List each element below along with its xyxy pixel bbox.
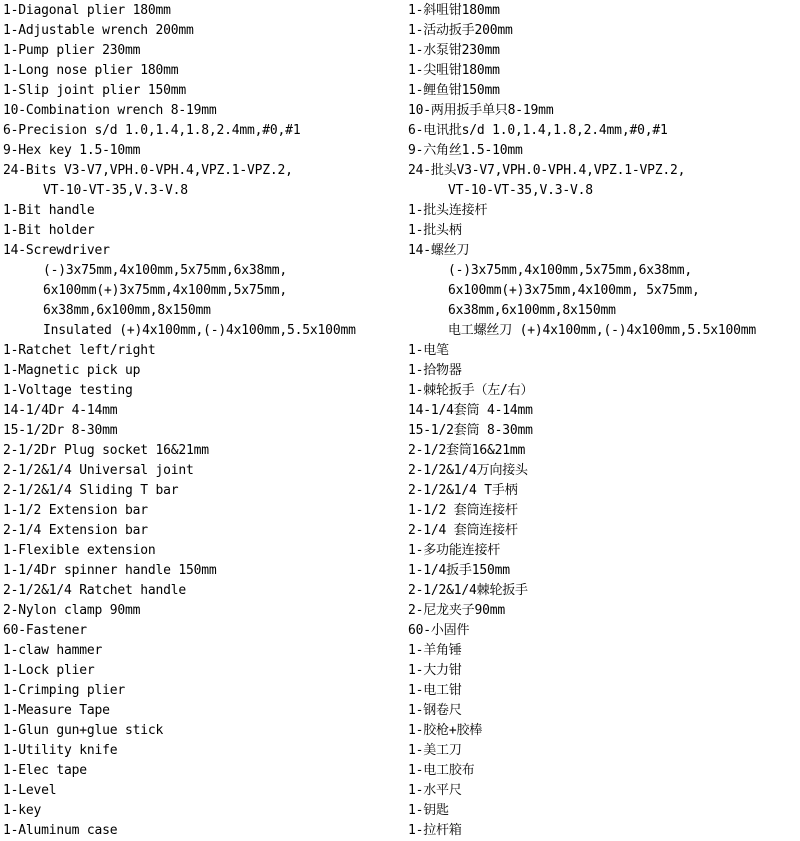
english-list-item: 24-Bits V3-V7,VPH.0-VPH.4,VPZ.1-VPZ.2,	[3, 163, 293, 178]
english-list-item: 10-Combination wrench 8-19mm	[3, 103, 217, 118]
chinese-list-item: 1-鲤鱼钳150mm	[408, 83, 500, 98]
english-list-item: 6x38mm,6x100mm,8x150mm	[43, 303, 211, 318]
english-list-item: 14-Screwdriver	[3, 243, 110, 258]
english-list-item: (-)3x75mm,4x100mm,5x75mm,6x38mm,	[43, 263, 288, 278]
chinese-list-item: 1-批头连接杆	[408, 203, 488, 218]
english-list-item: 1-Diagonal plier 180mm	[3, 3, 171, 18]
chinese-list-item: 1-电工胶布	[408, 763, 475, 778]
chinese-list-item: 6x38mm,6x100mm,8x150mm	[448, 303, 616, 318]
chinese-list-item: 60-小固件	[408, 623, 470, 638]
chinese-list-item: 2-1/2&1/4万向接头	[408, 463, 528, 478]
english-list-item: 2-1/4 Extension bar	[3, 523, 148, 538]
english-list-item: 1-Bit handle	[3, 203, 95, 218]
english-list-item: 60-Fastener	[3, 623, 87, 638]
chinese-list-item: 1-拉杆箱	[408, 823, 462, 838]
english-list-item: 1-key	[3, 803, 42, 818]
chinese-list-item: 1-棘轮扳手（左/右）	[408, 383, 534, 398]
english-list-item: 2-Nylon clamp 90mm	[3, 603, 141, 618]
english-list-item: 1-Utility knife	[3, 743, 118, 758]
chinese-list-item: 2-1/2套筒16&21mm	[408, 443, 526, 458]
chinese-list-item: 14-螺丝刀	[408, 243, 470, 258]
english-list-item: 1-1/2 Extension bar	[3, 503, 148, 518]
english-list-item: 1-claw hammer	[3, 643, 103, 658]
english-item-list	[3, 1, 398, 841]
english-list-item: 1-Slip joint plier 150mm	[3, 83, 187, 98]
chinese-list-item: 1-电工钳	[408, 683, 462, 698]
english-list-item: 1-Long nose plier 180mm	[3, 63, 179, 78]
chinese-list-item: 6x100mm(+)3x75mm,4x100mm, 5x75mm,	[448, 283, 700, 298]
chinese-list-item: 1-尖咀钳180mm	[408, 63, 500, 78]
chinese-list-item: 1-大力钳	[408, 663, 462, 678]
english-list-item: VT-10-VT-35,V.3-V.8	[43, 183, 188, 198]
chinese-list-item: 1-水平尺	[408, 783, 462, 798]
english-list-item: 1-Voltage testing	[3, 383, 133, 398]
chinese-list-item: 1-1/4扳手150mm	[408, 563, 510, 578]
chinese-list-item: 10-两用扳手单只8-19mm	[408, 103, 554, 118]
english-list-item: 1-Glun gun+glue stick	[3, 723, 164, 738]
chinese-list-item: 24-批头V3-V7,VPH.0-VPH.4,VPZ.1-VPZ.2,	[408, 163, 686, 178]
english-list-item: 2-1/2&1/4 Ratchet handle	[3, 583, 187, 598]
english-list-item: 2-1/2Dr Plug socket 16&21mm	[3, 443, 209, 458]
chinese-list-item: 1-活动扳手200mm	[408, 23, 513, 38]
english-list-item: 6x100mm(+)3x75mm,4x100mm,5x75mm,	[43, 283, 288, 298]
english-list-item: 1-Lock plier	[3, 663, 95, 678]
chinese-list-item: 1-多功能连接杆	[408, 543, 501, 558]
english-list-item: 1-Flexible extension	[3, 543, 156, 558]
english-list-item: Insulated (+)4x100mm,(-)4x100mm,5.5x100mm	[43, 323, 356, 338]
chinese-list-item: VT-10-VT-35,V.3-V.8	[448, 183, 593, 198]
chinese-list-item: 1-水泵钳230mm	[408, 43, 500, 58]
chinese-list-item: 1-斜咀钳180mm	[408, 3, 500, 18]
chinese-list-item: 9-六角丝1.5-10mm	[408, 143, 523, 158]
chinese-list-item: 1-美工刀	[408, 743, 462, 758]
english-list-item: 1-Pump plier 230mm	[3, 43, 141, 58]
english-list-item: 1-Measure Tape	[3, 703, 110, 718]
chinese-list-item: 2-1/4 套筒连接杆	[408, 523, 518, 538]
chinese-list-item: 1-批头柄	[408, 223, 462, 238]
english-list-item: 6-Precision s/d 1.0,1.4,1.8,2.4mm,#0,#1	[3, 123, 301, 138]
english-list-item: 1-Magnetic pick up	[3, 363, 141, 378]
chinese-list-item: 2-1/2&1/4 T手柄	[408, 483, 518, 498]
chinese-list-item: 1-钢卷尺	[408, 703, 462, 718]
chinese-list-item: (-)3x75mm,4x100mm,5x75mm,6x38mm,	[448, 263, 693, 278]
chinese-list-item: 1-电笔	[408, 343, 449, 358]
chinese-list-item: 电工螺丝刀 (+)4x100mm,(-)4x100mm,5.5x100mm	[448, 323, 757, 338]
chinese-list-item: 15-1/2套筒 8-30mm	[408, 423, 533, 438]
english-list-item: 1-Level	[3, 783, 57, 798]
english-list-item: 1-Ratchet left/right	[3, 343, 156, 358]
english-list-item: 1-1/4Dr spinner handle 150mm	[3, 563, 217, 578]
english-list-item: 2-1/2&1/4 Sliding T bar	[3, 483, 179, 498]
chinese-list-item: 2-尼龙夹子90mm	[408, 603, 505, 618]
english-list-item: 1-Adjustable wrench 200mm	[3, 23, 194, 38]
english-list-item: 1-Elec tape	[3, 763, 87, 778]
english-list-item: 1-Aluminum case	[3, 823, 118, 838]
english-list-item: 2-1/2&1/4 Universal joint	[3, 463, 194, 478]
english-list-item: 9-Hex key 1.5-10mm	[3, 143, 141, 158]
chinese-list-item: 1-拾物器	[408, 363, 462, 378]
chinese-list-item: 1-1/2 套筒连接杆	[408, 503, 518, 518]
chinese-item-list	[408, 1, 800, 841]
english-list-item: 14-1/4Dr 4-14mm	[3, 403, 118, 418]
chinese-list-item: 14-1/4套筒 4-14mm	[408, 403, 533, 418]
chinese-list-item: 2-1/2&1/4棘轮扳手	[408, 583, 528, 598]
english-list-item: 15-1/2Dr 8-30mm	[3, 423, 118, 438]
chinese-list-item: 1-钥匙	[408, 803, 449, 818]
chinese-list-item: 1-胶枪+胶棒	[408, 723, 483, 738]
english-list-item: 1-Bit holder	[3, 223, 95, 238]
chinese-list-item: 1-羊角锤	[408, 643, 462, 658]
english-list-item: 1-Crimping plier	[3, 683, 126, 698]
chinese-list-item: 6-电讯批s/d 1.0,1.4,1.8,2.4mm,#0,#1	[408, 123, 668, 138]
